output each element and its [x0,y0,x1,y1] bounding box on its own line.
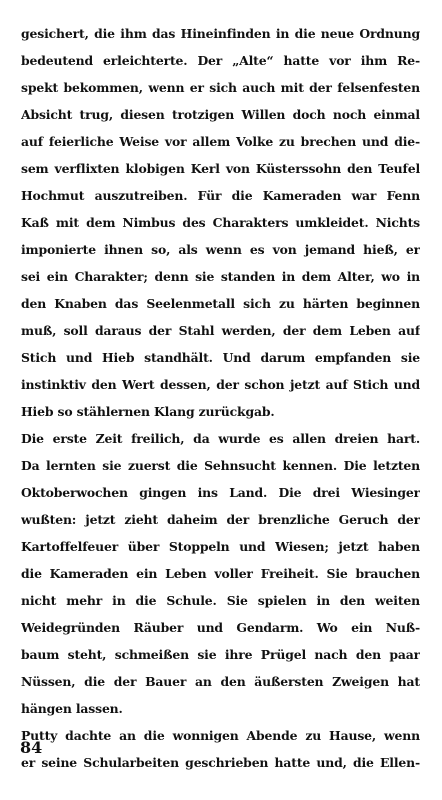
page-number: 84 [20,738,43,757]
text-line: Da lernten sie zuerst die Sehnsucht kennen. Die letzten [21,458,420,473]
text-line: wußten: jetzt zieht daheim der brenzliche Geruch der [21,512,420,527]
body-text [21,20,420,776]
text-line: bedeutend erleichterte. Der „Alte“ hatte vor ihm Re- [21,53,420,68]
text-line: spekt bekommen, wenn er sich auch mit der felsenfesten [21,80,420,95]
text-line: gesichert, die ihm das Hineinfinden in die neue Ordnung [21,26,420,41]
text-line: baum steht, schmeißen sie ihre Prügel nach den paar [21,647,420,662]
text-line: er seine Schularbeiten geschrieben hatte und, die Ellen- [21,755,420,770]
text-line: Kartoffelfeuer über Stoppeln und Wiesen; jetzt haben [21,539,420,554]
text-line: sem verflixten klobigen Kerl von Küsterssohn den Teufel [21,161,420,176]
text-line: imponierte ihnen so, als wenn es von jemand hieß, er [21,242,420,257]
text-line: sei ein Charakter; denn sie standen in dem Alter, wo in [21,269,420,284]
text-line: Weidegründen Räuber und Gendarm. Wo ein Nuß- [21,620,420,635]
text-line: Kaß mit dem Nimbus des Charakters umkleidet. Nichts [21,215,420,230]
text-line: den Knaben das Seelenmetall sich zu härten beginnen [21,296,420,311]
text-line: die Kameraden ein Leben voller Freiheit. Sie brauchen [21,566,420,581]
text-line: Oktoberwochen gingen ins Land. Die drei Wiesinger [21,485,420,500]
text-line: Putty dachte an die wonnigen Abende zu Hause, wenn [21,728,420,743]
text-line: Die erste Zeit freilich, da wurde es allen dreien hart. [21,431,420,446]
text-line: Hieb so stählernen Klang zurückgab. [21,404,275,419]
text-line: instinktiv den Wert dessen, der schon jetzt auf Stich und [21,377,420,392]
text-line: muß, soll daraus der Stahl werden, der dem Leben auf [21,323,420,338]
text-line: auf feierliche Weise vor allem Volke zu brechen und die- [21,134,420,149]
text-line: Stich und Hieb standhält. Und darum empfanden sie [21,350,420,365]
text-line: Hochmut auszutreiben. Für die Kameraden war Fenn [21,188,420,203]
text-line: Absicht trug, diesen trotzigen Willen doch noch einmal [21,107,420,122]
text-line: Nüssen, die der Bauer an den äußersten Zweigen hat [21,674,420,689]
text-line: hängen lassen. [21,701,123,716]
text-line: nicht mehr in die Schule. Sie spielen in den weiten [21,593,420,608]
